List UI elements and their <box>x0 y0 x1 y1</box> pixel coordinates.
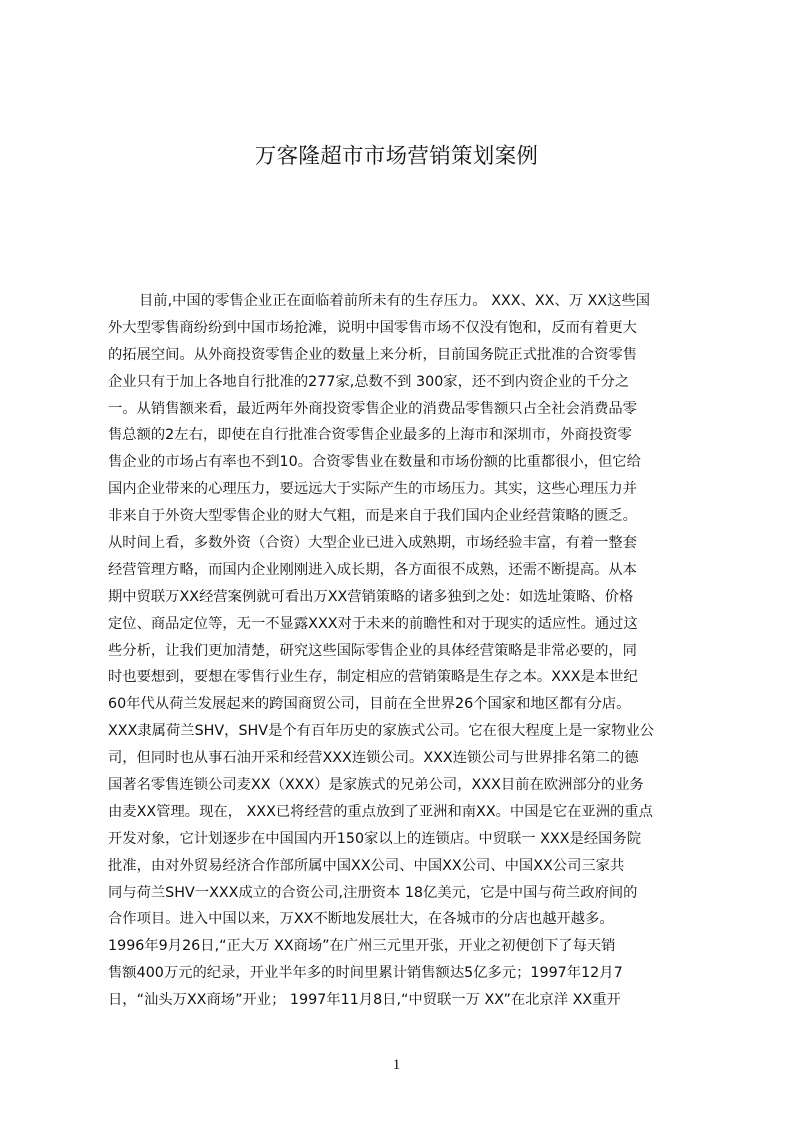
text-line: 经营管理方略，而国内企业刚刚进入成长期，各方面很不成熟，还需不断提高。从本 <box>108 561 637 578</box>
text-line: 些分析，让我们更加清楚，研究这些国际零售企业的具体经营策略是非常必要的，同 <box>108 642 637 659</box>
text-line: 期中贸联万XX经营案例就可看出万XX营销策略的诸多独到之处：如选址策略、价格 <box>108 588 634 605</box>
text-line: 的拓展空间。从外商投资零售企业的数量上来分析，目前国务院正式批准的合资零售 <box>108 346 637 363</box>
text-line: 一。从销售额来看，最近两年外商投资零售企业的消费品零售额只占全社会消费品零 <box>108 400 637 417</box>
text-line: 非来自于外资大型零售企业的财大气粗，而是来自于我们国内企业经营策略的匮乏。 <box>108 508 637 525</box>
text-line: 外大型零售商纷纷到中国市场抢滩，说明中国零售市场不仅没有饱和，反而有着更大 <box>108 319 637 336</box>
text-line: 定位、商品定位等，无一不显露XXX对于未来的前瞻性和对于现实的适应性。通过这 <box>108 615 638 632</box>
text-line: 由麦XX管理。现在， XXX已将经营的重点放到了亚洲和南XX。中国是它在亚洲的重点 <box>108 803 653 820</box>
text-line: 同与荷兰SHV一XXX成立的合资公司,注册资本 18亿美元，它是中国与荷兰政府间的 <box>108 884 638 901</box>
text-line: 企业只有于加上各地自行批准的277家,总数不到 300家，还不到内资企业的千分之 <box>108 373 630 390</box>
text-line: 售额400万元的纪录，开业半年多的时间里累计销售额达5亿多元；1997年12月7 <box>108 965 623 982</box>
document-title: 万客隆超市市场营销策划案例 <box>254 144 539 169</box>
text-line: 开发对象，它计划逐步在中国国内开150家以上的连锁店。中贸联一 XXX是经国务院 <box>108 830 642 847</box>
text-line: 国内企业带来的心理压力，要远远大于实际产生的市场压力。其实，这些心理压力并 <box>108 481 637 498</box>
text-line: 从时间上看，多数外资（合资）大型企业已进入成熟期，市场经验丰富，有着一整套 <box>108 535 637 552</box>
text-line: 60年代从荷兰发展起来的跨国商贸公司，目前在全世界26个国家和地区都有分店。 <box>108 696 631 713</box>
text-line: 国著名零售连锁公司麦XX（XXX）是家族式的兄弟公司，XXX目前在欧洲部分的业务 <box>108 777 644 794</box>
text-line: 日，“汕头万XX商场”开业； 1997年11月8日,“中贸联一万 XX”在北京洋 XX重开 <box>108 992 621 1009</box>
body-text <box>108 288 698 1014</box>
page-number: 1 <box>392 1057 401 1073</box>
text-line: 目前,中国的零售企业正在面临着前所未有的生存压力。 XXX、XX、万 XX这些国 <box>139 293 651 309</box>
text-line: 批准，由对外贸易经济合作部所属中国XX公司、中国XX公司、中国XX公司三家共 <box>108 857 625 874</box>
text-line: 时也要想到，要想在零售行业生存，制定相应的营销策略是生存之本。XXX是本世纪 <box>108 669 638 686</box>
text-line: 合作项目。进入中国以来，万XX不断地发展壮大，在各城市的分店也越开越多。 <box>108 911 614 928</box>
text-line: 售总额的2左右，即使在自行批准合资零售企业最多的上海市和深圳市，外商投资零 <box>108 427 632 444</box>
text-line: 司，但同时也从事石油开采和经营XXX连锁公司。XXX连锁公司与世界排名第二的德 <box>108 750 639 767</box>
text-line: 售企业的市场占有率也不到10。合资零售业在数量和市场份额的比重都很小，但它给 <box>108 454 641 471</box>
text-line: XXX隶属荷兰SHV，SHV是个有百年历史的家族式公司。它在很大程度上是一家物业公 <box>108 723 655 740</box>
text-line: 1996年9月26日,“正大万 XX商场”在广州三元里开张，开业之初便创下了每天销 <box>108 938 616 955</box>
